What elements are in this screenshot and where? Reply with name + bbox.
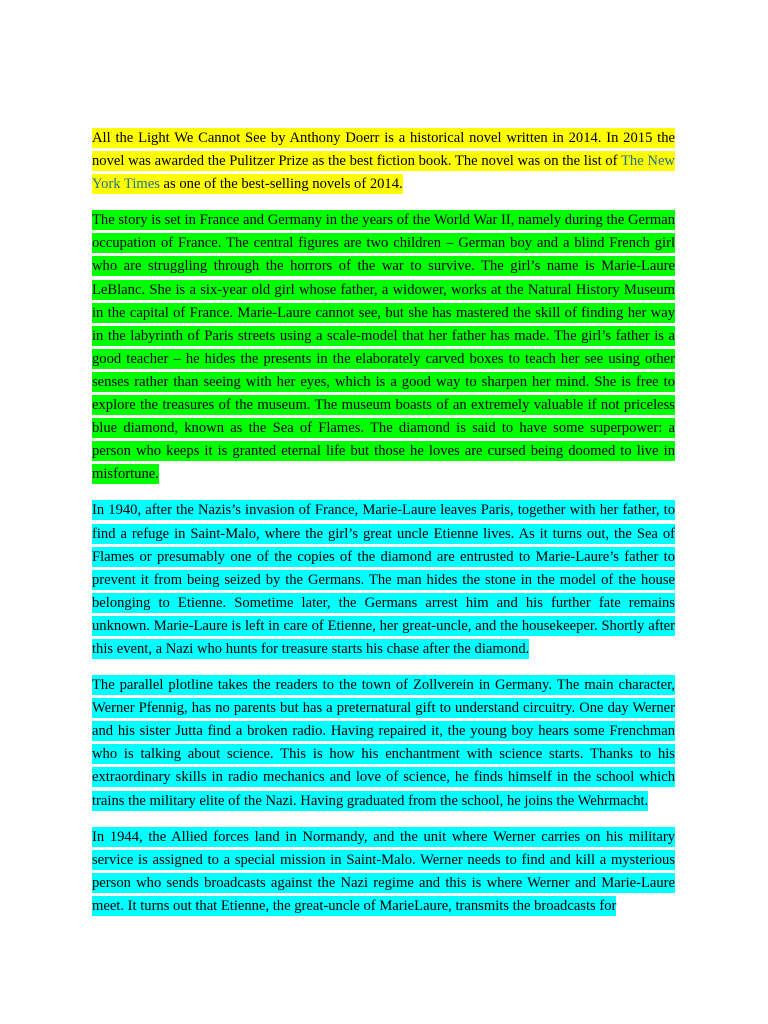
highlight-cyan: In 1944, the Allied forces land in Normandy, and the unit where Werner carries on his military service is assigned to a special mission in Saint-Malo. Werner needs to find and kill a mysterious person who sends broadcasts against the Nazi regime and this is where Werner and Marie-Laure meet. It turns out that Etienne, the great-uncle of MarieLaure, transmits the broadcasts for <box>92 828 675 914</box>
highlight-green: The story is set in France and Germany in the years of the World War II, namely during the German occupation of France. The central figures are two children – German boy and a blind French girl who are struggling through the horrors of the war to survive. The girl’s name is Marie-Laure LeBlanc. She is a six-year old girl whose father, a widower, works at the Natural History Museum in the capital of France. Marie-Laure cannot see, but she has mastered the skill of finding her way in the labyrinth of Paris streets using a scale-model that her father has made. The girl’s father is a good teacher – he hides the presents in the elaborately carved boxes to teach her see using other senses rather than seeing with her eyes, which is a good way to sharpen her mind. She is free to explore the treasures of the museum. The museum boasts of an extremely valuable if not priceless blue diamond, known as the Sea of Flames. The diamond is said to have some superpower: a person who keeps it is granted eternal life but those he loves are cursed being doomed to live in misfortune. <box>92 212 675 483</box>
paragraph-1944 <box>92 826 675 918</box>
highlight-cyan: In 1940, after the Nazis’s invasion of France, Marie-Laure leaves Paris, together with her father, to find a refuge in Saint-Malo, where the girl’s great uncle Etienne lives. As it turns out, the Sea of Flames or presumably one of the copies of the diamond are entrusted to Marie-Laure’s father to prevent it from being seized by the Germans. The man hides the stone in the model of the house belonging to Etienne. Sometime later, the Germans arrest him and his further fate remains unknown. Marie-Laure is left in care of Etienne, her great-uncle, and the housekeeper. Shortly after this event, a Nazi who hunts for treasure starts his chase after the diamond. <box>92 502 675 657</box>
highlight-cyan: The parallel plotline takes the readers to the town of Zollverein in Germany. The main character, Werner Pfennig, has no parents but has a preternatural gift to understand circuitry. One day Werner and his sister Jutta find a broken radio. Having repaired it, the young boy hears some Frenchman who is talking about science. This is how his enchantment with science starts. Thanks to his extraordinary skills in radio mechanics and love of science, he finds himself in the school which trains the military elite of the Nazi. Having graduated from the school, he joins the Wehrmacht. <box>92 677 675 809</box>
nyt-link[interactable]: The New York Times <box>92 153 675 193</box>
intro-text-end: as one of the best-selling novels of 2014. <box>159 176 403 193</box>
paragraph-werner <box>92 674 675 813</box>
paragraph-story-setting <box>92 209 675 486</box>
paragraph-1940 <box>92 499 675 661</box>
paragraph-intro <box>92 127 675 196</box>
intro-text: All the Light We Cannot See by Anthony Doerr is a historical novel written in 2014. In 2015 the novel was awarded the Pulitzer Prize as the best fiction book. The novel was on the list of <box>92 130 675 170</box>
document-page <box>92 127 675 931</box>
highlight-yellow <box>92 128 675 194</box>
